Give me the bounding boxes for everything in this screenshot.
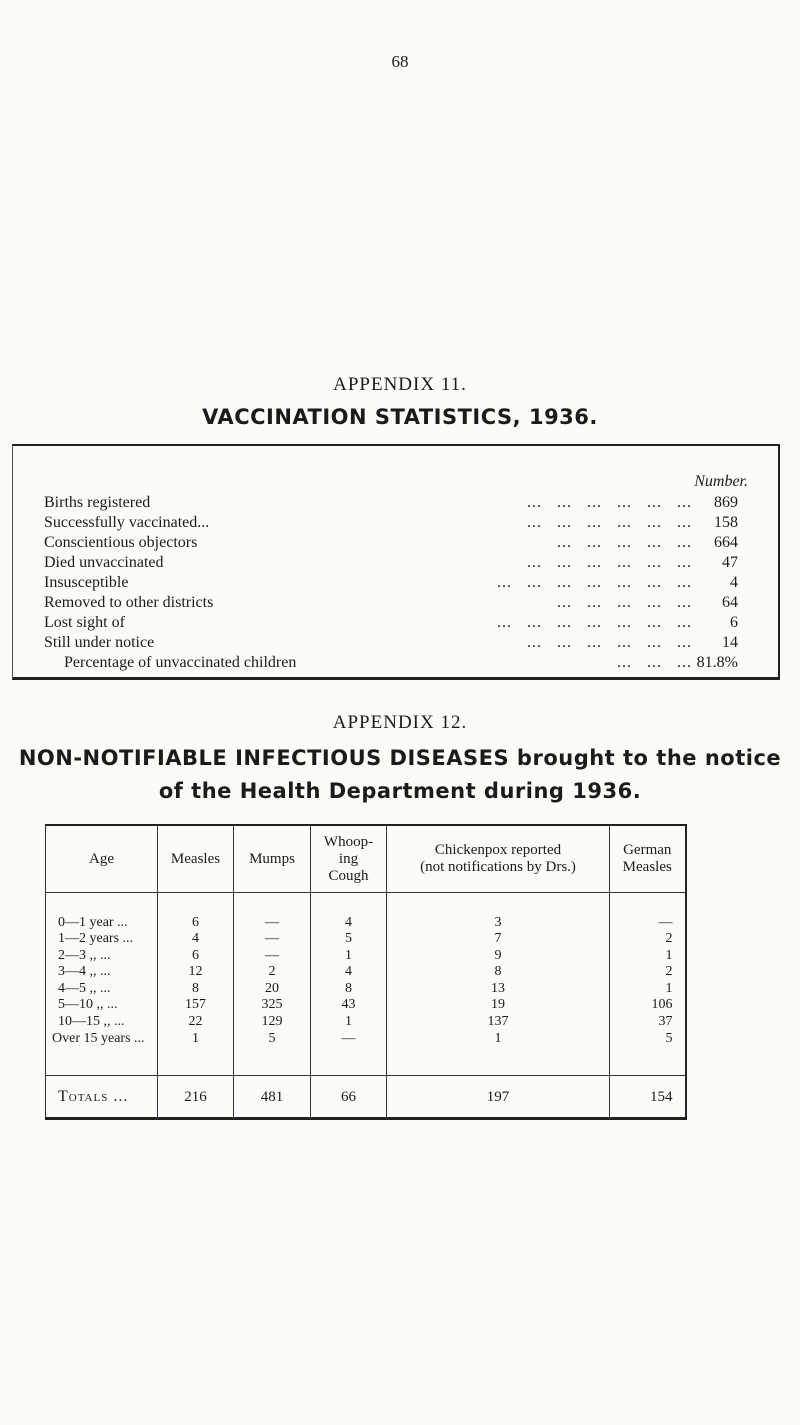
- vaccination-statistics-box: [12, 444, 780, 680]
- german-measles-cell: 2: [610, 964, 686, 981]
- chickenpox-cell: 137: [387, 1014, 610, 1031]
- col-header-chickenpox: Chickenpox reported (not notifications by Drs.): [387, 825, 610, 893]
- chickenpox-cell: 19: [387, 997, 610, 1014]
- age-cell: 0—1 year: [58, 914, 114, 930]
- vacc-row-vaccinated: [13, 514, 778, 534]
- vacc-label: Removed to other districts: [44, 594, 214, 611]
- table-row: 3—4 ,, ... 12 2 4 8 2: [46, 964, 686, 981]
- mumps-cell: 5: [234, 1030, 311, 1047]
- vacc-row-still-under-notice: [13, 634, 778, 654]
- german-measles-cell: 1: [610, 948, 686, 965]
- german-measles-cell: 1: [610, 981, 686, 998]
- measles-cell: 12: [158, 964, 234, 981]
- leader-dots: ... ... ... ... ... ... ...: [497, 574, 692, 591]
- totals-row: Totals ... 216 481 66 197 154: [46, 1076, 686, 1119]
- leader-dots: ... ... ... ... ... ...: [527, 514, 692, 531]
- vacc-label: Still under notice: [44, 634, 155, 651]
- measles-cell: 4: [158, 931, 234, 948]
- mumps-cell: —: [234, 914, 311, 931]
- mumps-cell: 325: [234, 997, 311, 1014]
- measles-cell: 6: [158, 948, 234, 965]
- whooping-cell: 1: [311, 1014, 387, 1031]
- vacc-value: 81.8%: [696, 654, 738, 671]
- table-row: 1—2 years ... 4 — 5 7 2: [46, 931, 686, 948]
- vacc-value: 64: [722, 594, 738, 611]
- mumps-cell: 129: [234, 1014, 311, 1031]
- german-measles-cell: 2: [610, 931, 686, 948]
- table-row: 4—5 ,, ... 8 20 8 13 1: [46, 981, 686, 998]
- vacc-row-insusceptible: [13, 574, 778, 594]
- whooping-cell: 5: [311, 931, 387, 948]
- measles-cell: 1: [158, 1030, 234, 1047]
- age-cell: 3—4 ,,: [58, 964, 97, 980]
- age-cell: 5—10 ,,: [58, 997, 104, 1013]
- whooping-cell: 8: [311, 981, 387, 998]
- leader-dots: ... ... ... ... ... ...: [527, 554, 692, 571]
- appendix-11-heading: APPENDIX 11.: [333, 374, 467, 395]
- table-header-row: [46, 825, 686, 893]
- vacc-label: Insusceptible: [44, 574, 129, 591]
- table-row: 10—15 ,, ... 22 129 1 137 37: [46, 1014, 686, 1031]
- leader-dots: ... ... ... ... ... ...: [527, 494, 692, 511]
- vacc-value: 6: [730, 614, 738, 631]
- german-measles-cell: 37: [610, 1014, 686, 1031]
- vacc-value: 14: [722, 634, 738, 651]
- table-row: Over 15 years ... 1 5 — 1 5: [46, 1030, 686, 1047]
- vacc-row-died: [13, 554, 778, 574]
- chickenpox-cell: 7: [387, 931, 610, 948]
- vacc-value: 158: [714, 514, 738, 531]
- mumps-cell: 20: [234, 981, 311, 998]
- vacc-label: Lost sight of: [44, 614, 125, 631]
- table-row: 5—10 ,, ... 157 325 43 19 106: [46, 997, 686, 1014]
- german-measles-cell: —: [610, 914, 686, 931]
- mumps-cell: —: [234, 931, 311, 948]
- chickenpox-cell: 13: [387, 981, 610, 998]
- age-cell: 4—5 ,,: [58, 980, 97, 996]
- measles-cell: 22: [158, 1014, 234, 1031]
- disease-title-line1: NON-NOTIFIABLE INFECTIOUS DISEASES brought to the notice: [18, 746, 782, 770]
- disease-table: [45, 824, 687, 1120]
- page-number: 68: [391, 52, 409, 71]
- whooping-cell: 4: [311, 914, 387, 931]
- vacc-row-births: [13, 494, 778, 514]
- german-measles-cell: 5: [610, 1030, 686, 1047]
- age-cell: 10—15 ,,: [58, 1014, 111, 1030]
- leader-dots: ... ... ... ... ... ...: [527, 634, 692, 651]
- table-row: 0—1 year ... 6 — 4 3 —: [46, 914, 686, 931]
- whooping-cell: 43: [311, 997, 387, 1014]
- leader-dots: ... ... ... ... ...: [557, 534, 692, 551]
- vacc-value: 664: [714, 534, 738, 551]
- german-measles-total: 154: [610, 1076, 686, 1119]
- col-header-whooping-cough: Whoop- ing Cough: [311, 825, 387, 893]
- disease-title-line2: of the Health Department during 1936.: [158, 779, 642, 803]
- vacc-row-percentage: [13, 654, 778, 674]
- col-header-mumps: Mumps: [234, 825, 311, 893]
- vaccination-title: VACCINATION STATISTICS, 1936.: [202, 405, 598, 429]
- vacc-label: Successfully vaccinated...: [44, 514, 210, 531]
- leader-dots: ... ... ... ... ... ... ...: [497, 614, 692, 631]
- age-cell: 1—2 years: [58, 931, 120, 947]
- whooping-total: 66: [311, 1076, 387, 1119]
- vacc-row-objectors: [13, 534, 778, 554]
- whooping-cell: 4: [311, 964, 387, 981]
- vacc-value: 47: [722, 554, 738, 571]
- chickenpox-total: 197: [387, 1076, 610, 1119]
- vacc-value: 869: [714, 494, 738, 511]
- vacc-row-removed: [13, 594, 778, 614]
- leader-dots: ... ... ... ... ...: [557, 594, 692, 611]
- appendix-12-heading: APPENDIX 12.: [332, 712, 468, 733]
- measles-cell: 157: [158, 997, 234, 1014]
- col-header-measles: Measles: [158, 825, 234, 893]
- chickenpox-cell: 8: [387, 964, 610, 981]
- mumps-cell: —: [234, 948, 311, 965]
- measles-cell: 6: [158, 914, 234, 931]
- totals-label: Totals: [58, 1087, 109, 1105]
- measles-cell: 8: [158, 981, 234, 998]
- vacc-row-lost: [13, 614, 778, 634]
- vacc-label: Births registered: [44, 494, 151, 511]
- mumps-cell: 2: [234, 964, 311, 981]
- vacc-value: 4: [730, 574, 738, 591]
- vacc-label: Percentage of unvaccinated children: [64, 654, 297, 671]
- german-measles-cell: 106: [610, 997, 686, 1014]
- number-column-header: Number.: [694, 473, 748, 490]
- chickenpox-cell: 3: [387, 914, 610, 931]
- chickenpox-cell: 1: [387, 1030, 610, 1047]
- age-cell: Over 15 years: [52, 1030, 131, 1046]
- whooping-cell: 1: [311, 948, 387, 965]
- whooping-cell: —: [311, 1030, 387, 1047]
- measles-total: 216: [158, 1076, 234, 1119]
- table-row: 2—3 ,, ... 6 — 1 9 1: [46, 948, 686, 965]
- mumps-total: 481: [234, 1076, 311, 1119]
- vacc-label: Died unvaccinated: [44, 554, 164, 571]
- leader-dots: ... ... ...: [617, 654, 692, 671]
- col-header-german-measles: German Measles: [610, 825, 686, 893]
- vacc-label: Conscientious objectors: [44, 534, 198, 551]
- age-cell: 2—3 ,,: [58, 947, 97, 963]
- col-header-age: Age: [46, 825, 158, 893]
- chickenpox-cell: 9: [387, 948, 610, 965]
